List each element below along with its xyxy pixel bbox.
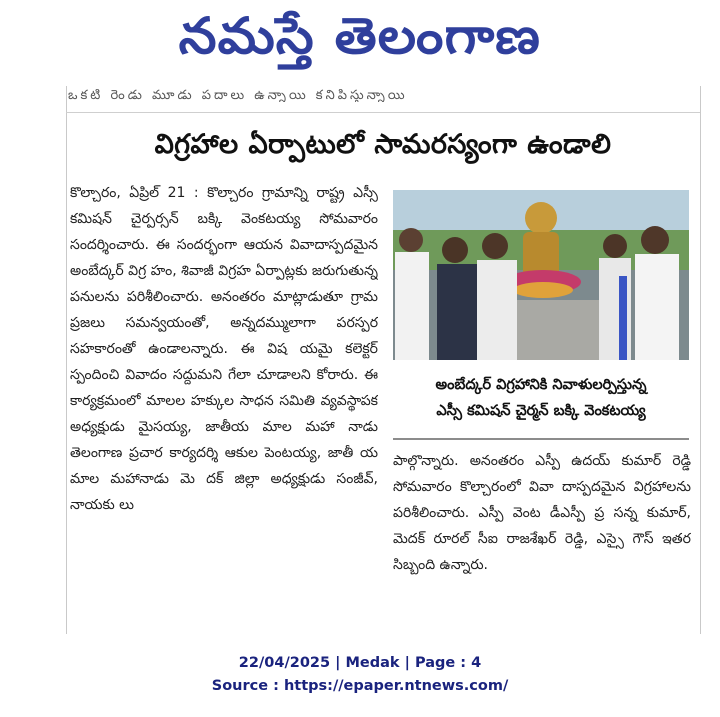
right-border-rule <box>700 86 701 634</box>
photo-illustration <box>393 190 689 360</box>
article-body-right-column: పాల్గొన్నారు. అనంతరం ఎస్పీ ఉదయ్ కుమార్ రెడ్డి సోమవారం కొల్చారంలో వివా దాస్పదమైన విగ్రహాలను పరిశీలించారు. ఎస్పీ వెంట డీఎస్పీ ప్ర సన్న కుమార్, మెదక్ రూరల్ సీఐ రాజశేఖర్ రెడ్డి, ఎస్సై గౌస్ ఇతర సిబ్బంది ఉన్నారు. <box>393 453 691 573</box>
footer-date-line: 22/04/2025 | Medak | Page : 4 <box>238 655 482 671</box>
top-divider <box>66 112 700 113</box>
caption-line-1: అంబేద్కర్ విగ్రహానికి నివాళులర్పిస్తున్న <box>435 377 647 393</box>
cut-off-text-line: ఒకటి రెండు మూడు పదాలు ఉన్నాయి కనిపిస్తున్నాయి <box>68 88 408 102</box>
headline-text: విగ్రహాల ఏర్పాటులో సామరస్యంగా ఉండాలి <box>154 129 612 160</box>
photo-caption <box>393 372 689 430</box>
news-photo <box>393 190 689 360</box>
newspaper-name: నమస్తే తెలంగాణ <box>178 6 542 65</box>
article-body-left-column: కొల్చారం, ఏప్రిల్ 21 : కొల్చారం గ్రామాన్ని రాష్ట్ర ఎస్సీ కమిషన్ చైర్పర్సన్ బక్కి వెంకటయ్య సోమవారం సందర్శించారు. ఈ సందర్భంగా ఆయన వివాదాస్పదమైన అంబేద్కర్ విగ్ర హం, శివాజీ విగ్రహ ఏర్పాట్లకు జరుగుతున్న పనులను పరిశీలించారు. అనంతరం మాట్లాడుతూ గ్రామ ప్రజలు సమన్వయంతో, అన్నదమ్ములాగా పరస్పర సహకారంతో ఉండాలన్నారు. ఈ విష యమై కలెక్టర్ స్పందించి వివాదం సద్దుమని గేలా చూడాలని కోరారు. ఈ కార్యక్రమంలో మాలల హక్కుల సాధన సమితి వ్యవస్థాపక అధ్యక్షుడు మైసయ్య, జాతీయ మాల మహా నాడు తెలంగాణ ప్రచార కార్యదర్శి ఆకుల పెంటయ్య, జాతీ య మాల మహానాడు మె దక్ జిల్లా అధ్యక్షుడు సంజీవ్, నాయకు లు <box>70 185 378 513</box>
footer <box>0 652 720 702</box>
masthead <box>0 0 720 84</box>
caption-line-2: ఎస్సీ కమిషన్ చైర్మన్ బక్కి వెంకటయ్య <box>436 403 646 419</box>
caption-divider <box>393 438 689 440</box>
footer-source-link[interactable]: Source : https://epaper.ntnews.com/ <box>211 678 509 694</box>
article-headline <box>66 126 700 170</box>
